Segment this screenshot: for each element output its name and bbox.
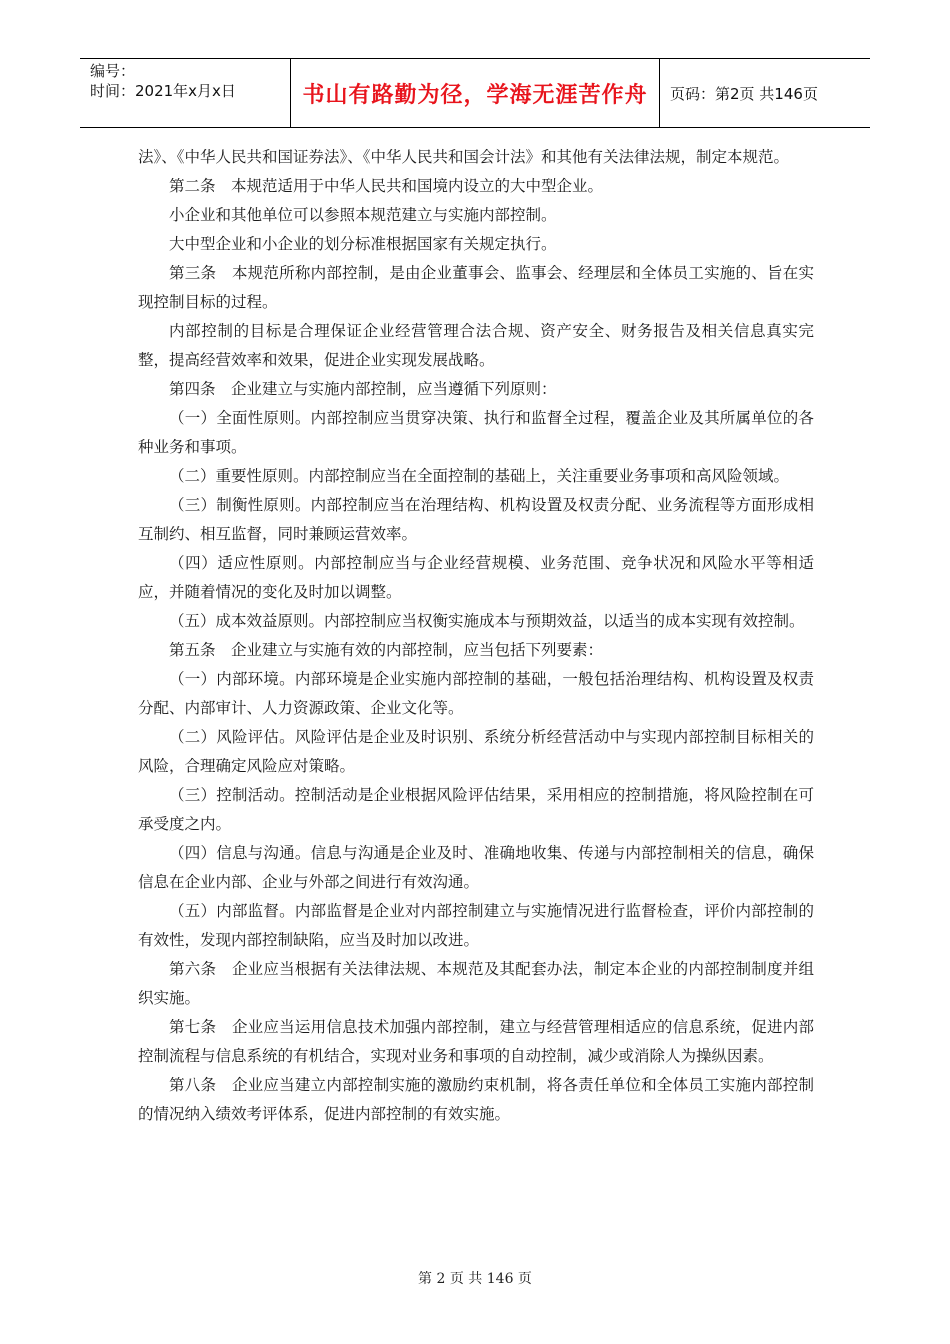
paragraph: （三）控制活动。控制活动是企业根据风险评估结果，采用相应的控制措施，将风险控制在可承受度之内。 [138,786,814,833]
paragraph: （四）信息与沟通。信息与沟通是企业及时、准确地收集、传递与内部控制相关的信息，确保信息在企业内部、企业与外部之间进行有效沟通。 [138,844,814,891]
paragraph: （一）全面性原则。内部控制应当贯穿决策、执行和监督全过程，覆盖企业及其所属单位的各种业务和事项。 [138,409,814,456]
paragraph: 第八条 企业应当建立内部控制实施的激励约束机制，将各责任单位和全体员工实施内部控制的情况纳入绩效考评体系，促进内部控制的有效实施。 [138,1076,814,1123]
header-page-info: 页码：第2页 共146页 [670,84,818,103]
paragraph: （二）重要性原则。内部控制应当在全面控制的基础上，关注重要业务事项和高风险领域。 [169,467,790,485]
paragraph: （四）适应性原则。内部控制应当与企业经营规模、业务范围、竞争状况和风险水平等相适应，并随着情况的变化及时加以调整。 [138,554,814,601]
paragraph: 第三条 本规范所称内部控制，是由企业董事会、监事会、经理层和全体员工实施的、旨在实现控制目标的过程。 [138,264,814,311]
paragraph: 法》、《中华人民共和国证券法》、《中华人民共和国会计法》和其他有关法律法规，制定本规范。 [138,148,790,166]
header-meta [80,59,290,127]
paragraph: （五）成本效益原则。内部控制应当权衡实施成本与预期效益，以适当的成本实现有效控制。 [169,612,805,630]
paragraph: 大中型企业和小企业的划分标准根据国家有关规定执行。 [169,235,557,253]
paragraph: 第五条 企业建立与实施有效的内部控制，应当包括下列要素： [169,641,604,659]
document-number-label: 编号： [90,62,136,80]
paragraph: （五）内部监督。内部监督是企业对内部控制建立与实施情况进行监督检查，评价内部控制的有效性，发现内部控制缺陷，应当及时加以改进。 [138,902,814,949]
paragraph: （一）内部环境。内部环境是企业实施内部控制的基础，一般包括治理结构、机构设置及权责分配、内部审计、人力资源政策、企业文化等。 [138,670,814,717]
header-motto: 书山有路勤为径，学海无涯苦作舟 [290,59,660,127]
document-header [80,58,870,128]
paragraph: 内部控制的目标是合理保证企业经营管理合法合规、资产安全、财务报告及相关信息真实完整，提高经营效率和效果，促进企业实现发展战略。 [138,322,814,369]
page-footer: 第 2 页 共 146 页 [418,1271,532,1287]
paragraph: （三）制衡性原则。内部控制应当在治理结构、机构设置及权责分配、业务流程等方面形成相互制约、相互监督，同时兼顾运营效率。 [138,496,814,543]
paragraph: 第四条 企业建立与实施内部控制，应当遵循下列原则： [169,380,557,398]
paragraph: 第六条 企业应当根据有关法律法规、本规范及其配套办法，制定本企业的内部控制制度并组织实施。 [138,960,814,1007]
paragraph: （二）风险评估。风险评估是企业及时识别、系统分析经营活动中与实现内部控制目标相关的风险，合理确定风险应对策略。 [138,728,814,775]
paragraph: 第七条 企业应当运用信息技术加强内部控制，建立与经营管理相适应的信息系统，促进内部控制流程与信息系统的有机结合，实现对业务和事项的自动控制，减少或消除人为操纵因素。 [138,1018,814,1065]
paragraph: 小企业和其他单位可以参照本规范建立与实施内部控制。 [169,206,557,224]
paragraph: 第二条 本规范适用于中华人民共和国境内设立的大中型企业。 [169,177,604,195]
document-time-label: 时间：2021年x月x日 [90,82,236,100]
document-body [138,143,814,1129]
